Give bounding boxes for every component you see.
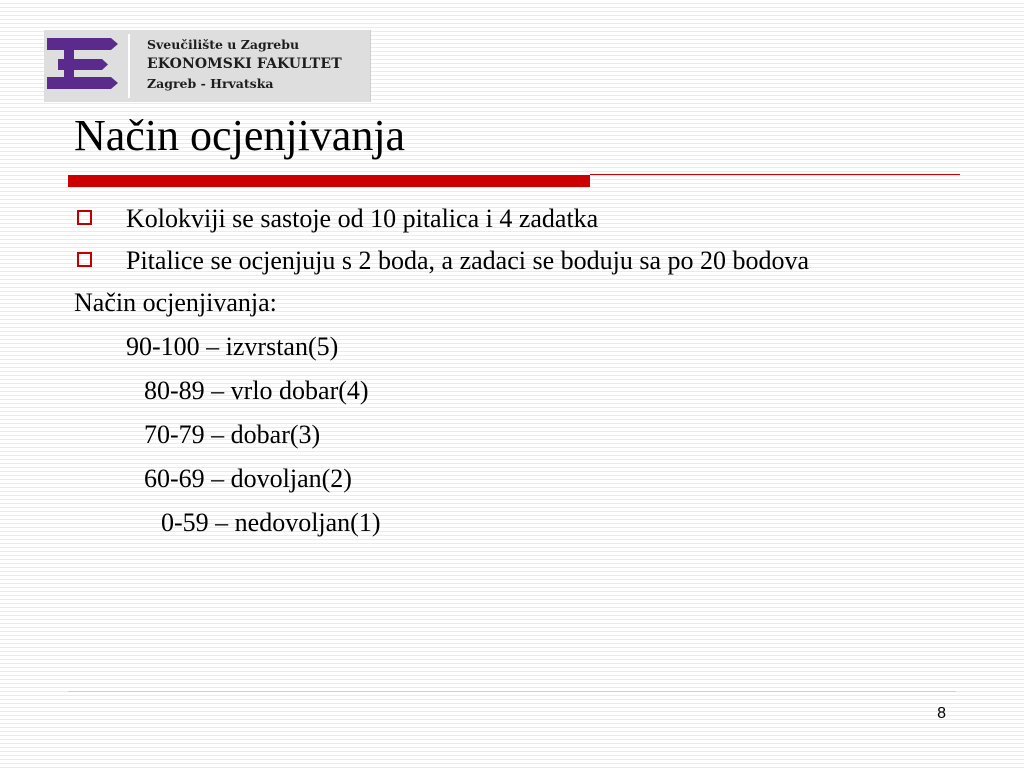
- title-underline-bar: [68, 175, 590, 187]
- square-bullet-icon: [77, 252, 92, 267]
- faculty-logo: [44, 30, 371, 102]
- grade-line: 60-69 – dovoljan(2): [144, 464, 352, 493]
- footer-divider: [68, 691, 956, 692]
- grade-line: 0-59 – nedovoljan(1): [161, 508, 381, 537]
- grade-line: 80-89 – vrlo dobar(4): [144, 376, 369, 405]
- logo-text: [147, 35, 342, 93]
- bullet-text: Pitalice se ocjenjuju s 2 boda, a zadaci se boduju sa po 20 bodova: [126, 246, 810, 275]
- slide-title: Način ocjenjivanja: [74, 111, 406, 160]
- faculty-name: EKONOMSKI FAKULTET: [147, 56, 342, 72]
- slide-body: [74, 198, 954, 543]
- grading-heading: Način ocjenjivanja:: [74, 288, 277, 317]
- university-name: Sveučilište u Zagrebu: [147, 37, 300, 52]
- square-bullet-icon: [77, 210, 92, 225]
- page-number: 8: [937, 705, 946, 722]
- faculty-emblem-icon: [44, 30, 128, 102]
- logo-divider: [128, 34, 130, 98]
- grade-line: 70-79 – dobar(3): [144, 420, 321, 449]
- bullet-item: [74, 240, 954, 279]
- bullet-text: Kolokviji se sastoje od 10 pitalica i 4 zadatka: [126, 204, 599, 233]
- faculty-location: Zagreb - Hrvatska: [147, 76, 274, 91]
- title-underline-thin: [590, 174, 960, 175]
- bullet-item: [74, 198, 954, 240]
- grade-line: 90-100 – izvrstan(5): [126, 332, 339, 361]
